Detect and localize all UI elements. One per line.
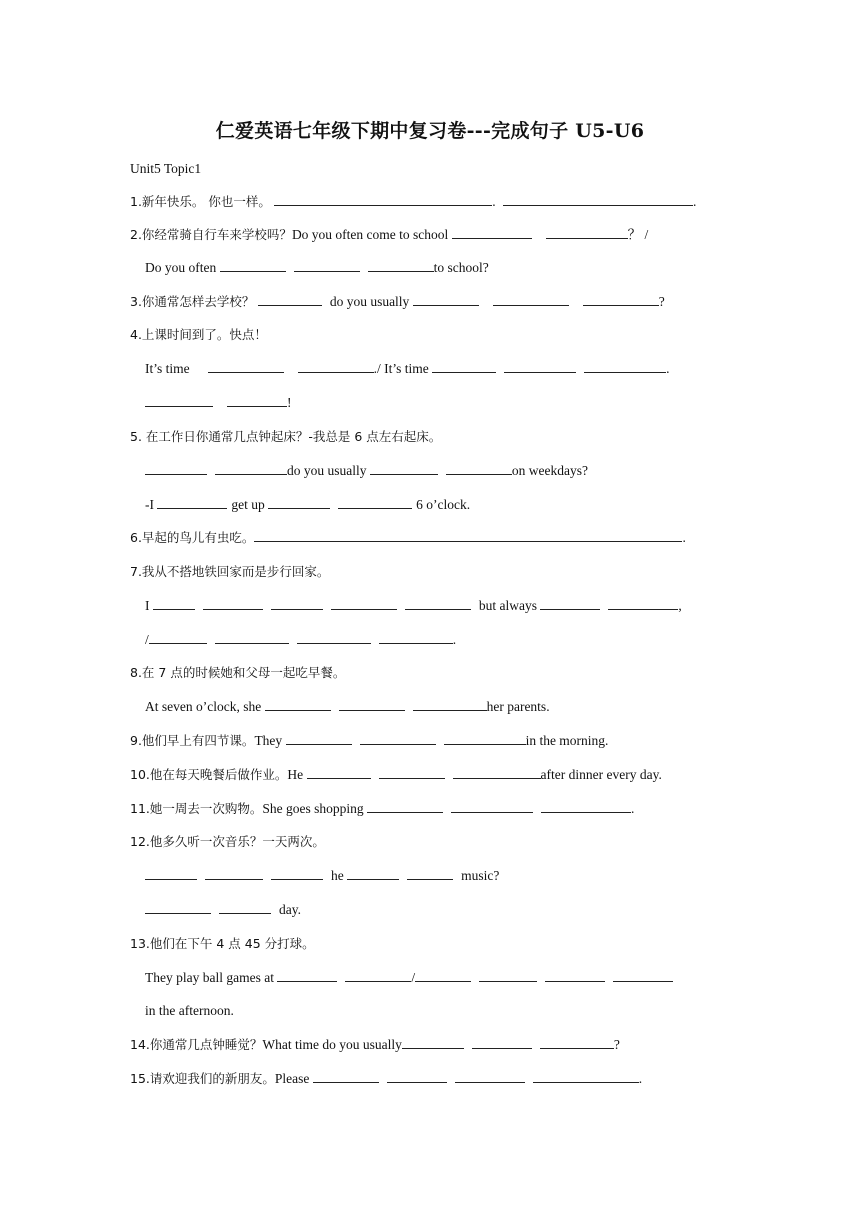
- answer-blank[interactable]: [479, 968, 537, 982]
- question-4-line-3: !: [145, 393, 745, 413]
- page-title: 仁爱英语七年级下期中复习卷---完成句子 U5-U6: [215, 120, 645, 142]
- answer-blank[interactable]: [268, 495, 330, 509]
- question-6: 6.早起的鸟儿有虫吃。 .: [130, 530, 686, 545]
- answer-blank[interactable]: [345, 968, 411, 982]
- answer-blank[interactable]: [227, 393, 287, 407]
- answer-blank[interactable]: [271, 866, 323, 880]
- answer-blank[interactable]: [215, 630, 289, 644]
- answer-blank[interactable]: [453, 765, 541, 779]
- question-12-line-3: day.: [145, 900, 745, 920]
- answer-blank[interactable]: [455, 1069, 525, 1083]
- answer-blank[interactable]: [379, 765, 445, 779]
- answer-blank[interactable]: [432, 359, 496, 373]
- answer-blank[interactable]: [405, 596, 471, 610]
- answer-blank[interactable]: [387, 1069, 447, 1083]
- answer-blank[interactable]: [347, 866, 399, 880]
- answer-blank[interactable]: [339, 697, 405, 711]
- answer-blank[interactable]: [254, 528, 682, 542]
- answer-blank[interactable]: [540, 1035, 614, 1049]
- answer-blank[interactable]: [444, 731, 526, 745]
- answer-blank[interactable]: [415, 968, 471, 982]
- answer-blank[interactable]: [367, 799, 443, 813]
- question-11: 11.她一周去一次购物。She goes shopping .: [130, 801, 635, 816]
- answer-blank[interactable]: [472, 1035, 532, 1049]
- answer-blank[interactable]: [208, 359, 284, 373]
- answer-blank[interactable]: [379, 630, 453, 644]
- question-5: 5. 在工作日你通常几点钟起床？-我总是 6 点左右起床。: [130, 429, 442, 444]
- question-1: 1.新年快乐。 你也一样。 . .: [130, 194, 697, 209]
- answer-blank[interactable]: [157, 495, 227, 509]
- answer-blank[interactable]: [286, 731, 352, 745]
- answer-blank[interactable]: [145, 866, 197, 880]
- answer-blank[interactable]: [297, 630, 371, 644]
- answer-blank[interactable]: [360, 731, 436, 745]
- answer-blank[interactable]: [203, 596, 263, 610]
- answer-blank[interactable]: [145, 461, 207, 475]
- answer-blank[interactable]: [220, 258, 286, 272]
- answer-blank[interactable]: [258, 292, 322, 306]
- answer-blank[interactable]: [145, 900, 211, 914]
- answer-blank[interactable]: [413, 697, 487, 711]
- question-12: 12.他多久听一次音乐？一天两次。: [130, 834, 325, 849]
- answer-blank[interactable]: [277, 968, 337, 982]
- answer-blank[interactable]: [584, 359, 666, 373]
- answer-blank[interactable]: [298, 359, 374, 373]
- answer-blank[interactable]: [413, 292, 479, 306]
- question-14: 14.你通常几点钟睡觉？What time do you usually ?: [130, 1037, 620, 1052]
- answer-blank[interactable]: [294, 258, 360, 272]
- answer-blank[interactable]: [541, 799, 631, 813]
- answer-blank[interactable]: [493, 292, 569, 306]
- question-13-line-2: They play ball games at /: [145, 968, 745, 988]
- answer-blank[interactable]: [402, 1035, 464, 1049]
- answer-blank[interactable]: [583, 292, 659, 306]
- question-15: 15.请欢迎我们的新朋友。Please .: [130, 1071, 643, 1086]
- answer-blank[interactable]: [368, 258, 434, 272]
- answer-blank[interactable]: [313, 1069, 379, 1083]
- answer-blank[interactable]: [451, 799, 533, 813]
- answer-blank[interactable]: [338, 495, 412, 509]
- question-5-line-2: do you usually on weekdays?: [145, 461, 745, 481]
- question-4: 4.上课时间到了。快点！: [130, 327, 267, 342]
- answer-blank[interactable]: [153, 596, 195, 610]
- answer-blank[interactable]: [145, 393, 213, 407]
- answer-blank[interactable]: [540, 596, 600, 610]
- question-12-line-2: he music?: [145, 866, 745, 886]
- answer-blank[interactable]: [205, 866, 263, 880]
- answer-blank[interactable]: [215, 461, 287, 475]
- answer-blank[interactable]: [149, 630, 207, 644]
- answer-blank[interactable]: [446, 461, 512, 475]
- question-2-line-2: Do you often to school?: [145, 260, 489, 275]
- answer-blank[interactable]: [545, 968, 605, 982]
- answer-blank[interactable]: [533, 1069, 639, 1083]
- answer-blank[interactable]: [452, 225, 532, 239]
- question-7-line-2: I but always ,: [145, 598, 682, 613]
- question-8: 8.在 7 点的时候她和父母一起吃早餐。: [130, 665, 346, 680]
- question-5-line-3: -I get up 6 o’clock.: [145, 497, 471, 512]
- answer-blank[interactable]: [331, 596, 397, 610]
- question-13: 13.他们在下午 4 点 45 分打球。: [130, 936, 315, 951]
- answer-blank[interactable]: [307, 765, 371, 779]
- answer-blank[interactable]: [274, 192, 492, 206]
- question-4-line-2: It’s time ./ It’s time .: [145, 361, 670, 376]
- answer-blank[interactable]: [370, 461, 438, 475]
- question-10: 10.他在每天晚餐后做作业。He after dinner every day.: [130, 767, 662, 782]
- question-2: 2.你经常骑自行车来学校吗？Do you often come to school ？ /: [130, 227, 649, 242]
- answer-blank[interactable]: [407, 866, 453, 880]
- section-heading: Unit5 Topic1: [130, 161, 202, 176]
- answer-blank[interactable]: [608, 596, 678, 610]
- question-3: 3.你通常怎样去学校？ do you usually ?: [130, 294, 665, 309]
- answer-blank[interactable]: [613, 968, 673, 982]
- answer-blank[interactable]: [219, 900, 271, 914]
- question-13-line-3: in the afternoon.: [145, 1003, 234, 1018]
- question-9: 9.他们早上有四节课。They in the morning.: [130, 733, 609, 748]
- answer-blank[interactable]: [546, 225, 628, 239]
- answer-blank[interactable]: [504, 359, 576, 373]
- answer-blank[interactable]: [265, 697, 331, 711]
- answer-blank[interactable]: [271, 596, 323, 610]
- answer-blank[interactable]: [503, 192, 693, 206]
- question-8-line-2: At seven o’clock, she her parents.: [145, 699, 550, 714]
- question-7: 7.我从不搭地铁回家而是步行回家。: [130, 564, 330, 579]
- question-7-line-3: / .: [145, 632, 457, 647]
